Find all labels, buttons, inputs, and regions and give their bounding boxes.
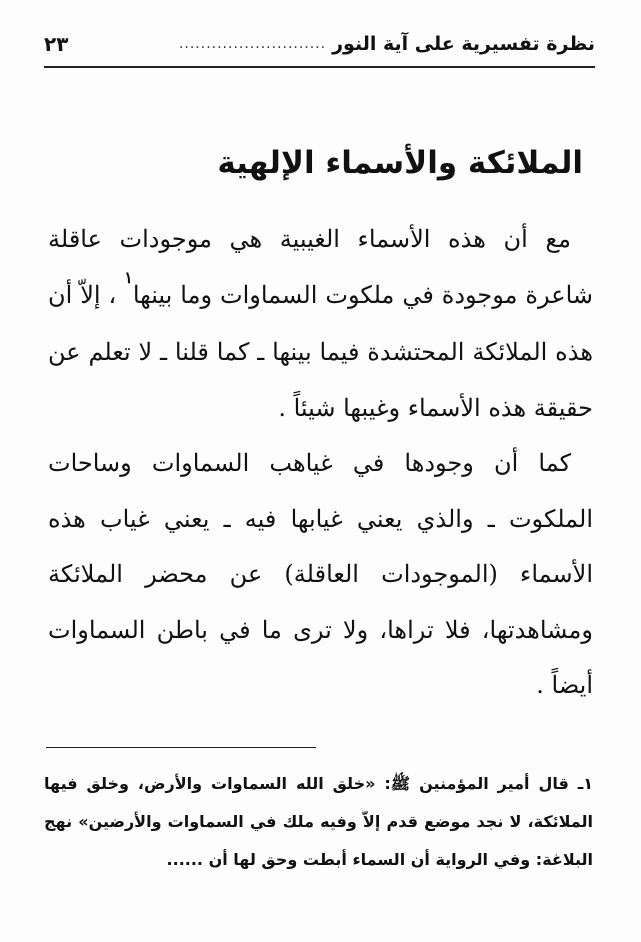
header-leader-dots: ........................... bbox=[178, 36, 327, 52]
footnote-reference: ١ bbox=[124, 267, 133, 287]
paragraph-1-part-2: ، إلاّ أن هذه الملائكة المحتشدة فيما بينها ـ كما قلنا ـ لا تعلم عن حقيقة هذه الأسماء وغيبها شيئاً . bbox=[48, 280, 593, 422]
section-heading: الملائكة والأسماء الإلهية bbox=[217, 145, 583, 181]
footnote bbox=[44, 765, 593, 879]
paragraph-1-part-1: مع أن هذه الأسماء الغيبية هي موجودات عاقلة شاعرة موجودة في ملكوت السماوات وما بينها bbox=[48, 225, 593, 309]
footnote-separator bbox=[46, 747, 316, 748]
footnote-text: ١ـ قال أمير المؤمنين ﷺ: «خلق الله السماوات والأرض، وخلق فيها الملائكة، لا نجد موضع قدم إلاّ وفيه ملك في السماوات والأرضين» نهج البلاغة: وفي الرواية أن السماء أبطت وحق لها أن ...... bbox=[44, 774, 593, 869]
paragraph-2: كما أن وجودها في غياهب السماوات وساحات الملكوت ـ والذي يعني غيابها فيه ـ يعني غياب هذه الأسماء (الموجودات العاقلة) عن محضر الملائكة ومشاهدتها، فلا تراها، ولا ترى ما في باطن السماوات أيضاً . bbox=[48, 449, 593, 699]
header-title: نظرة تفسيرية على آية النور bbox=[332, 33, 595, 55]
paragraph-1 bbox=[48, 212, 593, 436]
running-header bbox=[44, 22, 595, 68]
page-number: ٢٣ bbox=[44, 32, 69, 56]
main-text bbox=[48, 212, 593, 714]
